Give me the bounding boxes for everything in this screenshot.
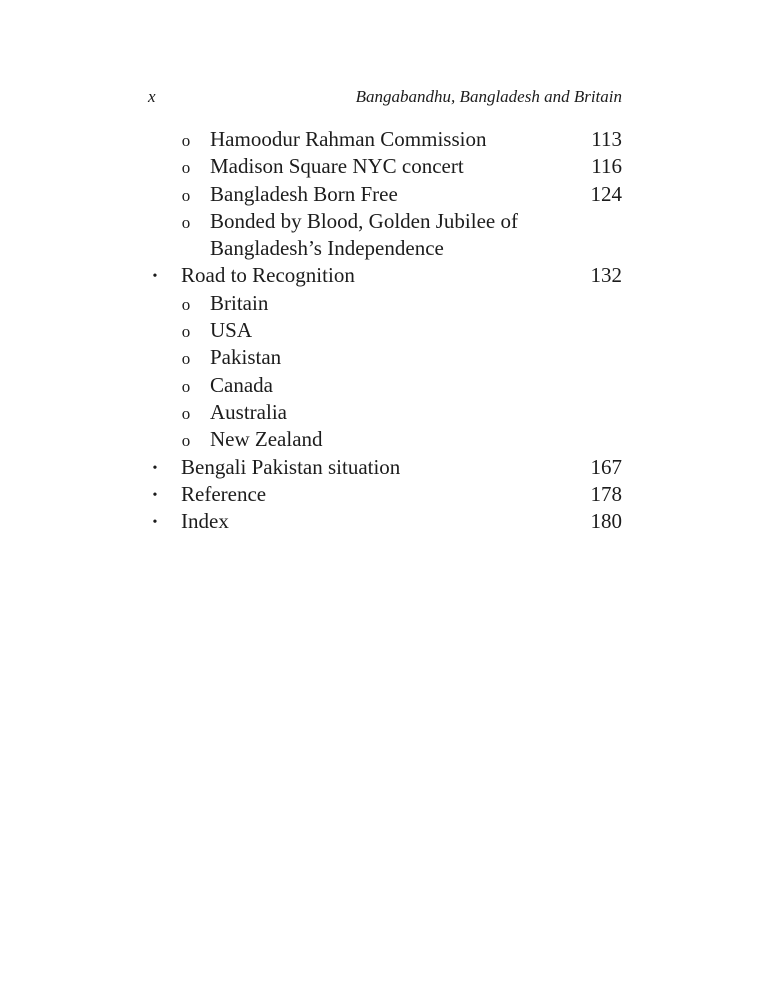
toc-entry-label: Hamoodur Rahman Commission bbox=[210, 127, 487, 151]
running-title: Bangabandhu, Bangladesh and Britain bbox=[355, 87, 622, 106]
toc-entry-label: Madison Square NYC concert bbox=[210, 154, 464, 179]
circle-bullet-icon: o bbox=[181, 131, 191, 150]
toc-entry bbox=[148, 454, 622, 481]
toc-entry-page: 116 bbox=[591, 154, 622, 179]
toc-entry-page: 124 bbox=[590, 181, 622, 206]
toc-entry bbox=[148, 153, 622, 180]
toc-entry-label: Road to Recognition bbox=[181, 263, 355, 288]
page-number: x bbox=[148, 87, 156, 106]
toc-entry bbox=[148, 426, 622, 453]
circle-bullet-icon: o bbox=[181, 185, 191, 205]
toc-entry bbox=[148, 508, 622, 535]
circle-bullet-icon: o bbox=[181, 403, 191, 423]
toc-entry-page: 167 bbox=[590, 454, 622, 479]
toc-entry-label: Britain bbox=[210, 290, 269, 315]
toc-entry-label: Bangladesh Born Free bbox=[210, 181, 398, 206]
toc-entry bbox=[148, 126, 622, 153]
toc-entry-page: 178 bbox=[590, 481, 622, 506]
bullet-icon: • bbox=[152, 487, 158, 503]
toc-entry bbox=[148, 481, 622, 508]
circle-bullet-icon: o bbox=[181, 294, 191, 314]
toc-entry-label: Pakistan bbox=[210, 345, 282, 370]
circle-bullet-icon: o bbox=[181, 349, 191, 369]
toc-entry bbox=[148, 208, 622, 263]
bullet-icon: • bbox=[152, 460, 158, 476]
toc-entry-label: USA bbox=[210, 318, 253, 343]
toc-entry-label: New Zealand bbox=[210, 427, 323, 452]
toc-entry bbox=[148, 372, 622, 399]
toc-entry-label: Bonded by Blood, Golden Jubilee of Bangladesh’s Independence bbox=[210, 208, 518, 261]
toc-entry bbox=[148, 344, 622, 371]
toc-entry bbox=[148, 262, 622, 289]
table-of-contents bbox=[148, 126, 622, 535]
toc-entry bbox=[148, 317, 622, 344]
toc-entry-page: 113 bbox=[591, 127, 622, 151]
toc-entry-label: Australia bbox=[210, 399, 287, 424]
bullet-icon: • bbox=[152, 269, 158, 285]
circle-bullet-icon: o bbox=[181, 431, 191, 451]
circle-bullet-icon: o bbox=[181, 376, 191, 396]
circle-bullet-icon: o bbox=[181, 158, 191, 178]
circle-bullet-icon: o bbox=[181, 322, 191, 342]
bullet-icon: • bbox=[152, 515, 158, 531]
circle-bullet-icon: o bbox=[181, 212, 191, 232]
toc-entry-label: Reference bbox=[181, 481, 267, 506]
running-header bbox=[148, 84, 622, 110]
toc-entry-page: 132 bbox=[590, 263, 622, 288]
toc-entry-label: Canada bbox=[210, 372, 273, 397]
toc-entry-label: Bengali Pakistan situation bbox=[181, 454, 401, 479]
toc-entry bbox=[148, 290, 622, 317]
toc-entry-page: 180 bbox=[590, 509, 622, 534]
toc-entry-label: Index bbox=[181, 509, 229, 534]
toc-entry bbox=[148, 181, 622, 208]
toc-entry bbox=[148, 399, 622, 426]
